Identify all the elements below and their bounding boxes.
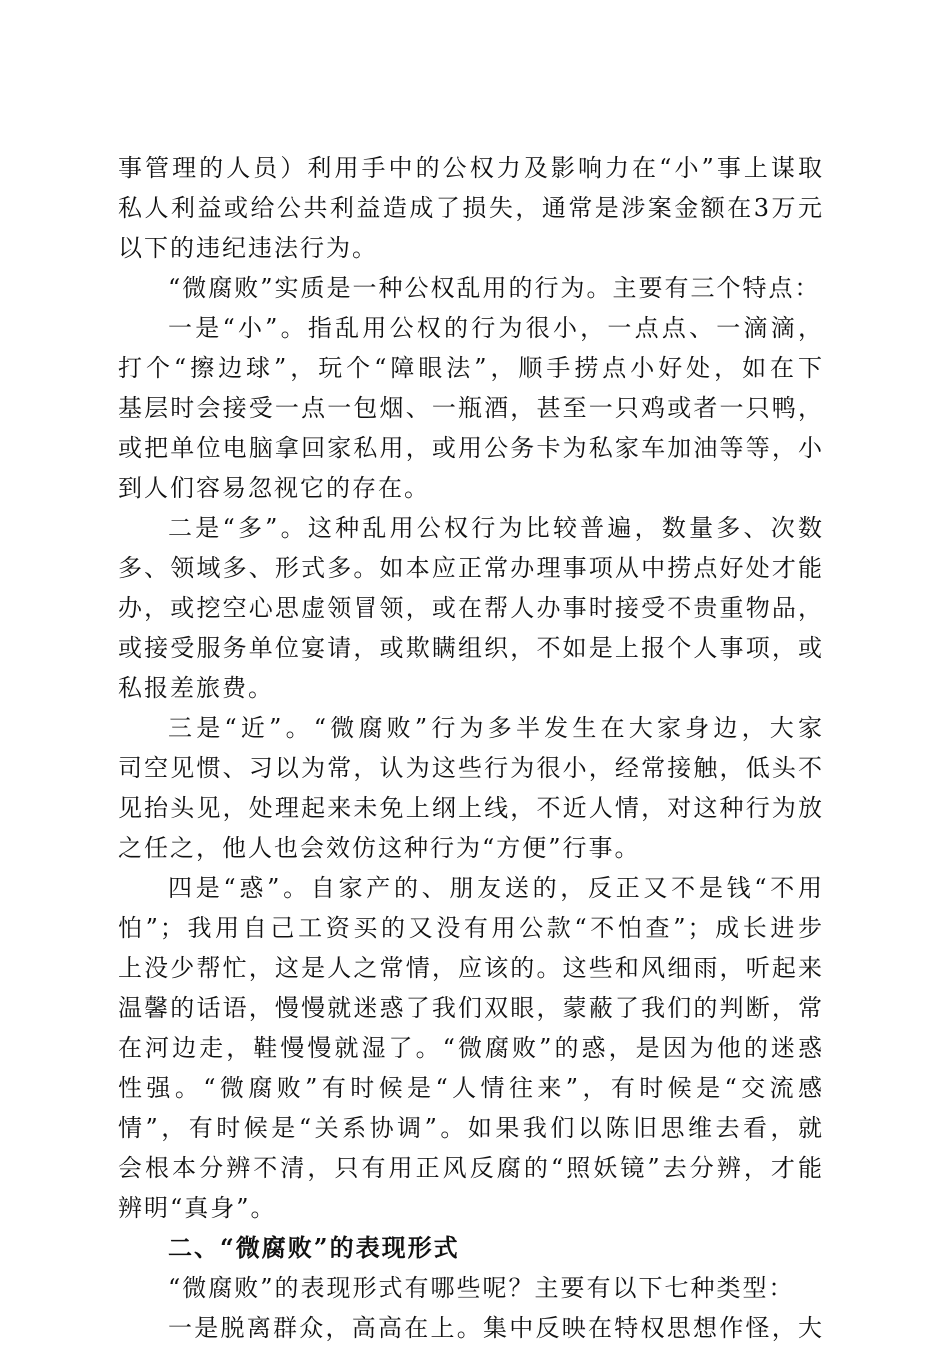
- paragraph-line: 二是“多”。这种乱用公权行为比较普遍，数量多、次数: [168, 514, 824, 542]
- paragraph-line: 辨明“真身”。: [118, 1194, 277, 1222]
- paragraph-line: 四是“惑”。自家产的、朋友送的，反正又不是钱“不用: [168, 874, 824, 902]
- paragraph-line: 打个“擦边球”，玩个“障眼法”，顺手捞点小好处，如在下: [118, 354, 824, 382]
- paragraph-line: 事管理的人员）利用手中的公权力及影响力在“小”事上谋取: [118, 154, 824, 182]
- paragraph-line: 温馨的话语，慢慢就迷惑了我们双眼，蒙蔽了我们的判断，常: [118, 994, 824, 1022]
- paragraph-line: 或把单位电脑拿回家私用，或用公务卡为私家车加油等等，小: [118, 434, 824, 462]
- paragraph-line: 会根本分辨不清，只有用正风反腐的“照妖镜”去分辨，才能: [118, 1154, 824, 1182]
- section-heading: 二、“微腐败”的表现形式: [168, 1233, 460, 1262]
- paragraph-line: 或接受服务单位宴请，或欺瞒组织，不如是上报个人事项，或: [118, 634, 824, 662]
- paragraph-line: 一是“小”。指乱用公权的行为很小，一点点、一滴滴，: [168, 314, 824, 342]
- paragraph-line: 三是“近”。“微腐败”行为多半发生在大家身边，大家: [168, 714, 824, 742]
- paragraph-line: 私人利益或给公共利益造成了损失，通常是涉案金额在3万元: [118, 194, 824, 222]
- paragraph-line: 私报差旅费。: [118, 674, 274, 702]
- paragraph-line: 办，或挖空心思虚领冒领，或在帮人办事时接受不贵重物品，: [118, 594, 824, 622]
- paragraph-line: 一是脱离群众，高高在上。集中反映在特权思想作怪，大: [168, 1314, 824, 1342]
- paragraph-line: 情”，有时候是“关系协调”。如果我们以陈旧思维去看，就: [118, 1114, 824, 1142]
- document-page: [118, 148, 824, 1348]
- paragraph-line: 基层时会接受一点一包烟、一瓶酒，甚至一只鸡或者一只鸭，: [118, 394, 824, 422]
- paragraph-line: 在河边走，鞋慢慢就湿了。“微腐败”的惑，是因为他的迷惑: [118, 1034, 824, 1062]
- paragraph-line: 见抬头见，处理起来未免上纲上线，不近人情，对这种行为放: [118, 794, 824, 822]
- paragraph-line: “微腐败”的表现形式有哪些呢？主要有以下七种类型：: [168, 1274, 795, 1302]
- paragraph-line: 上没少帮忙，这是人之常情，应该的。这些和风细雨，听起来: [118, 954, 824, 982]
- paragraph-line: 之任之，他人也会效仿这种行为“方便”行事。: [118, 834, 641, 862]
- paragraph-line: 司空见惯、习以为常，认为这些行为很小，经常接触，低头不: [118, 754, 824, 782]
- paragraph-line: 以下的违纪违法行为。: [118, 234, 378, 262]
- paragraph-line: 到人们容易忽视它的存在。: [118, 474, 430, 502]
- paragraph-line: “微腐败”实质是一种公权乱用的行为。主要有三个特点：: [168, 274, 821, 302]
- paragraph-line: 多、领域多、形式多。如本应正常办理事项从中捞点好处才能: [118, 554, 824, 582]
- paragraph-line: 性强。“微腐败”有时候是“人情往来”，有时候是“交流感: [118, 1074, 824, 1102]
- paragraph-line: 怕”；我用自己工资买的又没有用公款“不怕查”；成长进步: [118, 914, 824, 942]
